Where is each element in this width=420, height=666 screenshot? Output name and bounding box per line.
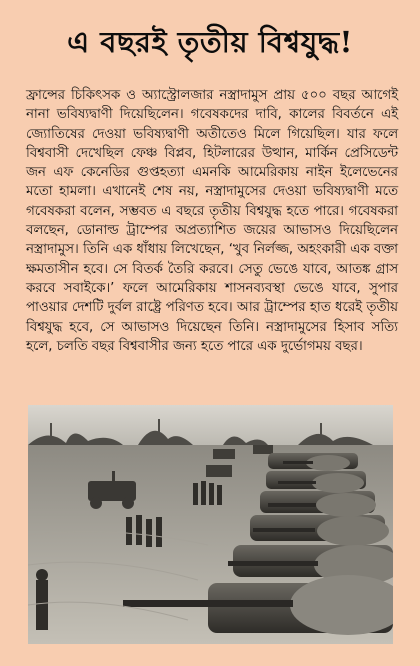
article-body: ফ্রান্সের চিকিৎসক ও অ্যাস্ট্রোলজার নস্ত্রাদামুস প্রায় ৫০০ বছর আগেই নানা ভবিষ্যদ্বাণী দিয়েছিলেন। গবেষকদের দাবি, কালের বিবর্তনে এই জ্যোতিষের দেওয়া ভবিষ্যদ্বাণী অতীতেও মিলে গিয়েছিল। যার ফলে বিশ্ববাসী দেখেছিল ফেঞ্চ বিপ্লব, হিটলারের উত্থান, মার্কিন প্রেসিডেন্ট জন এফ কেনেডির গুপ্তহত্যা এমনকি আমেরিকায় নাইন ইলেভেনের মতো হামলা। এখানেই শেষ নয়, নস্ত্রাদামুসের দেওয়া ভবিষ্যদ্বাণী মতে গবেষকরা বলেন, সম্ভবত এ বছরে তৃতীয় বিশ্বযুদ্ধ হতে পারে। গবেষকরা বলছেন, ডোনাল্ড ট্রাম্পের অপ্রত্যাশিত জয়ের আভাসও দিয়েছিলেন নস্ত্রাদামুস। তিনি এক ধাঁধায় লিখেছেন, ‘খুব নির্লজ্জ, অহংকারী এক বক্তা ক্ষমতাসীন হবে। সে বিতর্ক তৈরি করবে। সেতু ভেঙে যাবে, আতঙ্ক গ্রাস করবে সবাইকে।’ ফলে আমেরিকায় শাসনব্যবস্থা ভেঙে যাবে, সুপার পাওয়ার দেশটি দুর্বল রাষ্ট্রে পরিণত হবে। আর ট্রাম্পের হাত ধরেই তৃতীয় বিশ্বযুদ্ধ হবে, সে আভাসও দিয়েছেন তিনি। নস্ত্রাদামুসের হিসাব সত্যি হলে, চলতি বছর বিশ্ববাসীর জন্য হতে পারে এক দুর্ভোগময় বছর। [26,88,398,354]
tank-column-photo [28,405,393,644]
headline: এ বছরই তৃতীয় বিশ্বযুদ্ধ! [67,25,353,59]
